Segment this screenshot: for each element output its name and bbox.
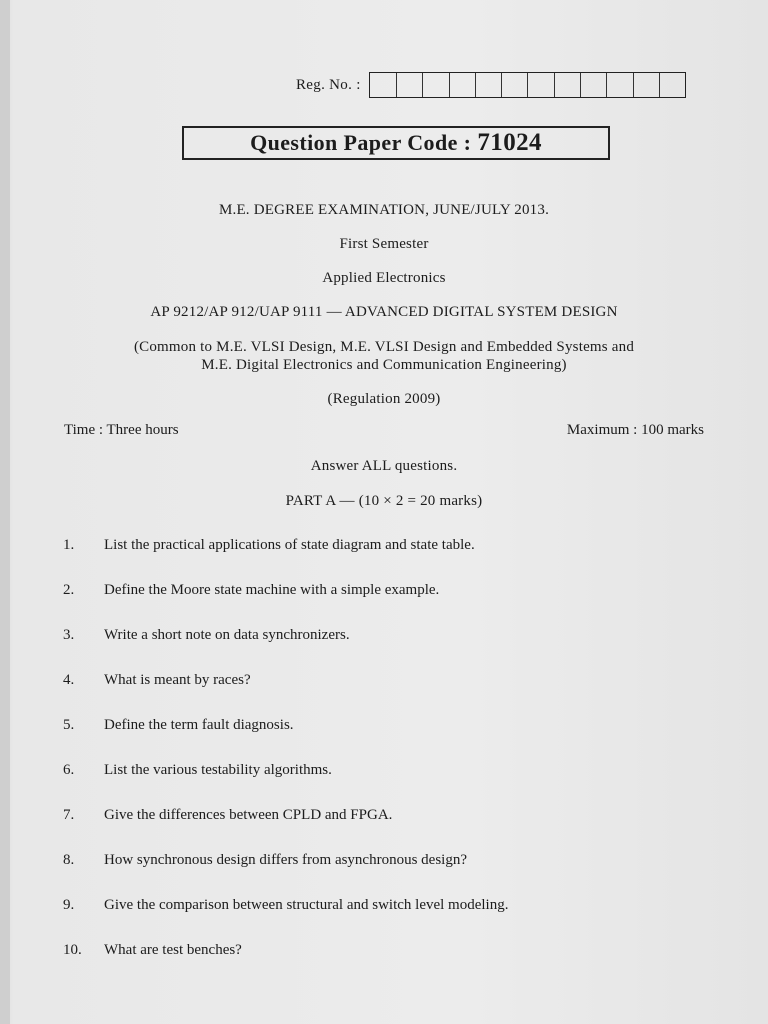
regulation: (Regulation 2009): [327, 391, 441, 407]
reg-no-label: Reg. No. :: [296, 76, 361, 93]
question-text: What is meant by races?: [104, 672, 251, 688]
common-to-line-1: (Common to M.E. VLSI Design, M.E. VLSI Design and Embedded Systems and: [133, 339, 635, 355]
question-number: 2.: [63, 582, 75, 598]
question-number: 3.: [63, 627, 75, 643]
question-item: [63, 897, 508, 914]
question-number: 6.: [63, 762, 75, 778]
question-number: 7.: [63, 807, 75, 823]
time-marks-row: [64, 422, 704, 439]
question-number: 5.: [63, 717, 75, 733]
question-item: [63, 672, 251, 689]
reg-no-digit-box: [633, 73, 659, 97]
common-to-line-2: M.E. Digital Electronics and Communication Engineering): [201, 357, 567, 373]
reg-no-digit-box: [606, 73, 632, 97]
question-text: Define the term fault diagnosis.: [104, 717, 294, 733]
reg-no-digit-box: [475, 73, 501, 97]
reg-no-digit-box: [501, 73, 527, 97]
question-text: List the practical applications of state diagram and state table.: [104, 537, 475, 553]
question-text: Give the differences between CPLD and FPGA.: [104, 807, 393, 823]
subject-title: AP 9212/AP 912/UAP 9111 — ADVANCED DIGITAL SYSTEM DESIGN: [150, 304, 618, 320]
question-item: [63, 582, 439, 599]
question-item: [63, 717, 294, 734]
reg-no-digit-box: [659, 73, 685, 97]
exam-title: M.E. DEGREE EXAMINATION, JUNE/JULY 2013.: [218, 202, 550, 218]
reg-no-row: [296, 72, 686, 98]
reg-no-digit-box: [580, 73, 606, 97]
question-number: 1.: [63, 537, 75, 553]
question-item: [63, 807, 392, 824]
question-text: Give the comparison between structural and switch level modeling.: [104, 897, 509, 913]
time-allowed: Time : Three hours: [64, 422, 179, 438]
question-item: [63, 627, 350, 644]
part-a-heading: PART A — (10 × 2 = 20 marks): [285, 493, 483, 509]
question-number: 9.: [63, 897, 75, 913]
reg-no-digit-box: [554, 73, 580, 97]
question-text: List the various testability algorithms.: [104, 762, 332, 778]
question-text: Write a short note on data synchronizers.: [104, 627, 350, 643]
branch: Applied Electronics: [322, 270, 446, 286]
question-number: 8.: [63, 852, 75, 868]
question-paper-code-label: Question Paper Code :: [250, 130, 472, 155]
reg-no-digit-box: [449, 73, 475, 97]
question-number: 4.: [63, 672, 75, 688]
reg-no-digit-box: [370, 73, 396, 97]
question-paper-code-box: [182, 126, 610, 160]
question-text: How synchronous design differs from asynchronous design?: [104, 852, 467, 868]
reg-no-digit-box: [527, 73, 553, 97]
question-item: [63, 942, 242, 959]
semester: First Semester: [339, 236, 429, 252]
reg-no-digit-box: [396, 73, 422, 97]
maximum-marks: Maximum : 100 marks: [566, 422, 704, 438]
reg-no-boxes: [369, 72, 687, 98]
instruction: Answer ALL questions.: [310, 458, 458, 474]
page-edge-shadow: [0, 0, 10, 1024]
question-number: 10.: [63, 942, 82, 958]
question-item: [63, 762, 332, 779]
question-item: [63, 537, 475, 554]
reg-no-digit-box: [422, 73, 448, 97]
question-text: Define the Moore state machine with a simple example.: [104, 582, 440, 598]
question-paper-code-number: 71024: [477, 129, 542, 156]
question-text: What are test benches?: [104, 942, 242, 958]
question-item: [63, 852, 467, 869]
